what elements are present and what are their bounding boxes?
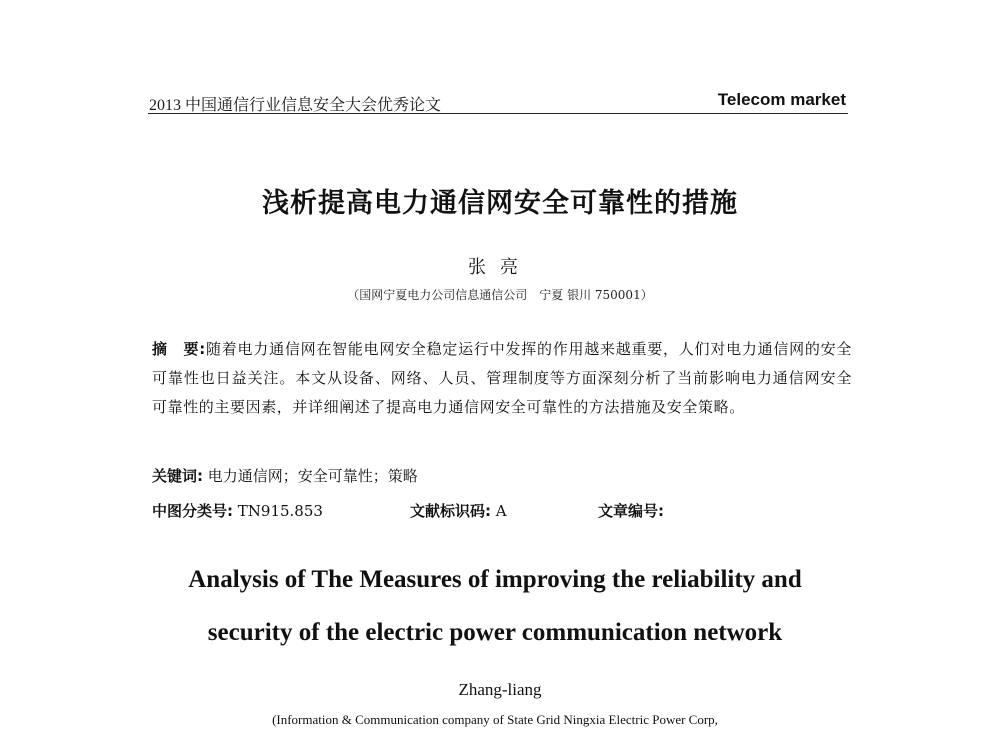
classification-row xyxy=(152,500,852,522)
clc-value: TN915.853 xyxy=(237,502,323,520)
author-en: Zhang-liang xyxy=(458,680,542,699)
article-number xyxy=(598,500,664,521)
abstract-text: 随着电力通信网在智能电网安全稳定运行中发挥的作用越来越重要，人们对电力通信网的安全可靠性也日益关注。本文从设备、网络、人员、管理制度等方面深刻分析了当前影响电力通信网安全可靠性的主要因素，并详细阐述了提高电力通信网安全可靠性的方法措施及安全策略。 xyxy=(152,340,852,416)
author-cn: 张亮 xyxy=(468,257,532,278)
keywords xyxy=(152,465,418,486)
header-divider xyxy=(148,113,848,114)
paper-title-en-line1: Analysis of The Measures of improving the reliability and xyxy=(188,566,802,593)
clc-number xyxy=(152,500,323,521)
keywords-label: 关键词: xyxy=(152,467,203,485)
document-code xyxy=(410,500,507,521)
keywords-text: 电力通信网；安全可靠性；策略 xyxy=(207,467,418,485)
header-conference-title: 2013 中国通信行业信息安全大会优秀论文 xyxy=(149,97,442,114)
paper-title-en-line2: security of the electric power communication network xyxy=(207,619,783,646)
paper-title-cn: 浅析提高电力通信网安全可靠性的措施 xyxy=(262,188,738,219)
abstract-label: 摘 要: xyxy=(152,340,206,358)
doc-code-value: A xyxy=(495,502,507,520)
doc-code-label: 文献标识码: xyxy=(410,502,491,520)
affiliation-en: (Information & Communication company of State Grid Ningxia Electric Power Corp, xyxy=(272,712,718,727)
article-no-label: 文章编号: xyxy=(598,502,664,520)
header-journal-name: Telecom market xyxy=(717,90,846,109)
affiliation-cn: （国网宁夏电力公司信息通信公司 宁夏 银川 750001） xyxy=(347,288,653,302)
clc-label: 中图分类号: xyxy=(152,502,233,520)
abstract xyxy=(152,335,852,422)
